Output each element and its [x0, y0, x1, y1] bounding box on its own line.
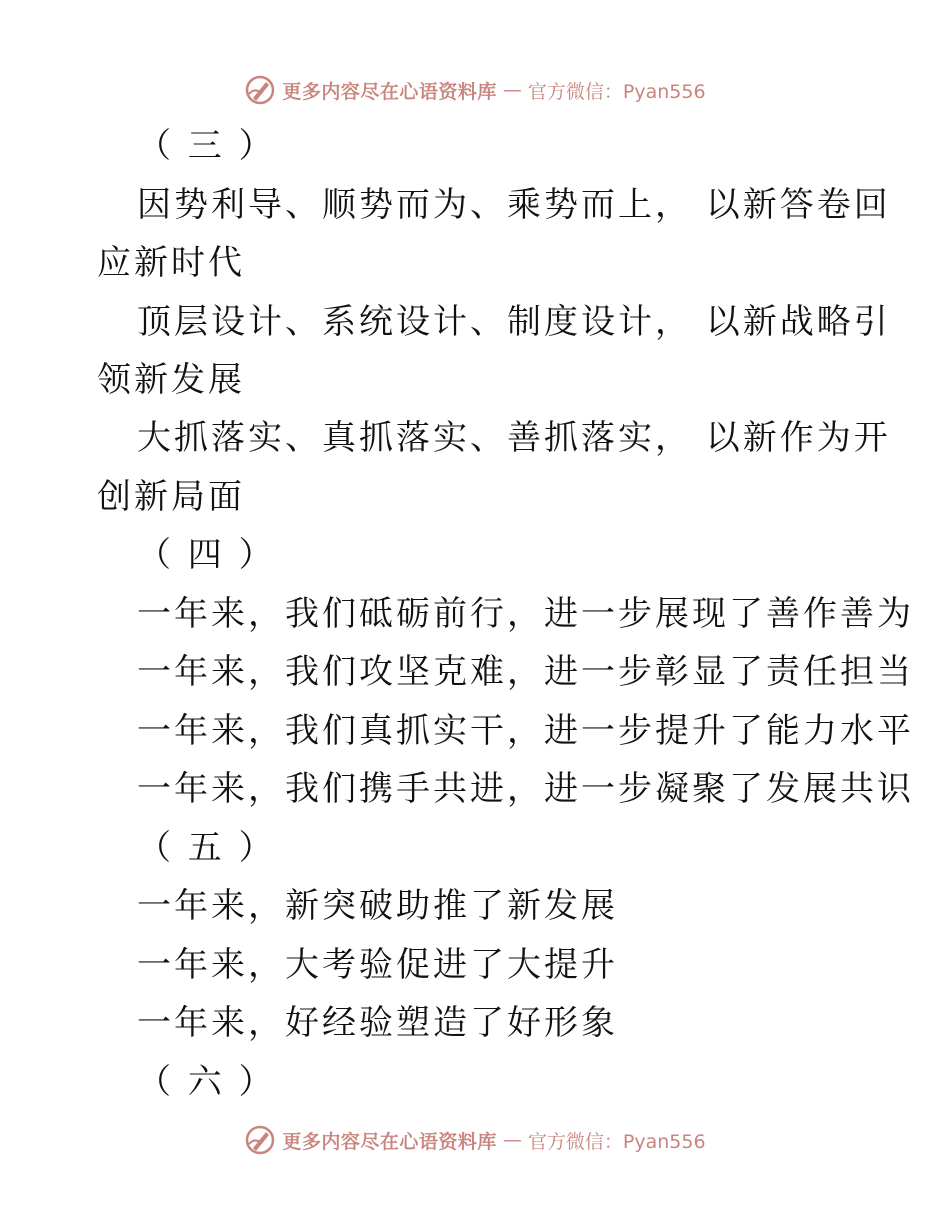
text-line: 创新局面	[97, 477, 245, 517]
watermark-dash: —	[502, 79, 522, 101]
heading-section-4: （ 四 ）	[137, 535, 276, 575]
watermark-main-text: 更多内容尽在心语资料库	[282, 1130, 497, 1153]
heading-section-3: （ 三 ）	[137, 126, 276, 166]
text-line: 因势利导、顺势而为、乘势而上， 以新答卷回	[137, 185, 891, 225]
text-line: 一年来，我们真抓实干，进一步提升了能力水平	[137, 711, 914, 751]
watermark-wechat-text: 官方微信：Pyan556	[527, 1130, 706, 1153]
text-line: 顶层设计、系统设计、制度设计， 以新战略引	[137, 302, 891, 342]
text-line: 一年来，新突破助推了新发展	[137, 886, 618, 926]
pen-logo-icon	[244, 74, 276, 106]
text-line: 一年来，好经验塑造了好形象	[137, 1003, 618, 1043]
text-line: 一年来，我们攻坚克难，进一步彰显了责任担当	[137, 652, 914, 692]
text-line: 领新发展	[97, 360, 245, 400]
watermark-dash: —	[502, 1129, 522, 1151]
text-line: 应新时代	[97, 243, 245, 283]
text-line: 一年来，大考验促进了大提升	[137, 945, 618, 985]
text-line: 一年来，我们携手共进，进一步凝聚了发展共识	[137, 769, 914, 809]
watermark-main-text: 更多内容尽在心语资料库	[282, 80, 497, 103]
heading-section-5: （ 五 ）	[137, 828, 276, 868]
heading-section-6: （ 六 ）	[137, 1062, 276, 1102]
footer-watermark	[0, 1120, 950, 1160]
text-line: 大抓落实、真抓落实、善抓落实， 以新作为开	[137, 418, 891, 458]
text-line: 一年来，我们砥砺前行，进一步展现了善作善为	[137, 594, 914, 634]
pen-logo-icon	[244, 1124, 276, 1156]
watermark-wechat-text: 官方微信：Pyan556	[527, 80, 706, 103]
header-watermark	[0, 70, 950, 110]
